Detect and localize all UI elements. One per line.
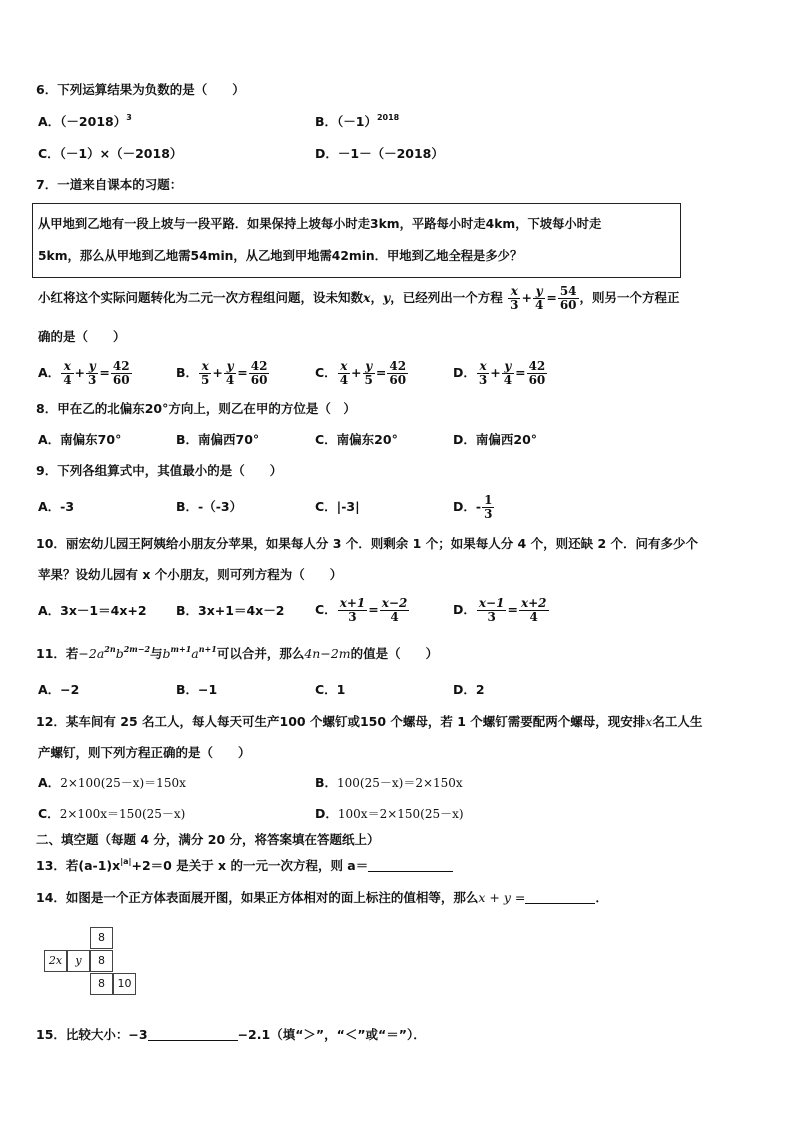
q9-stem: 9．下列各组算式中，其值最小的是（ ）: [36, 463, 283, 478]
q11-option-d: D．2: [453, 682, 485, 697]
q15-stem: 15．比较大小：−3 −2.1（填“＞”，“＜”或“＝”）．: [36, 1027, 426, 1042]
q13-stem: 13．若$(a-1)x^{|a|}+2=0$ 是关于 x 的一元一次方程，则 a＝: [36, 858, 453, 874]
q7-box-line2: 5km，那么从甲地到乙地需54min，从乙地到甲地需42min．甲地到乙地全程是多少？: [38, 249, 523, 263]
q12-stem-line2: 产螺钉，则下列方程正确的是（ ）: [38, 745, 251, 760]
q14-answer-blank[interactable]: [525, 891, 595, 904]
q6-option-b: B．$(-1)^{2018}$: [315, 113, 400, 129]
q11-option-c: C．1: [315, 682, 346, 697]
q7-option-d: D． $\frac{x}{3}$ + $\frac{y}{4}$ = $\frac{42}{60}$: [453, 359, 546, 387]
q7-text-line1: 小红将这个实际问题转化为二元一次方程组问题，设未知数x，y，已经列出一个方程 $\frac{x}{3}$ + $\frac{y}{4}$ = $\frac{54}{60}$ ，则另一个方程正: [38, 284, 680, 312]
q6-option-c: C．（－1）×（－2018）: [38, 146, 183, 161]
q13-answer-blank[interactable]: [368, 859, 453, 872]
cube-face: 8: [90, 927, 113, 949]
q10-option-c: C． $\frac{x+1}{3}$ = $\frac{x-2}{4}$: [315, 596, 408, 624]
q12-option-b: B．100(25－x)＝2×150x: [315, 775, 463, 790]
q7-option-c: C． $\frac{x}{4}$ + $\frac{y}{5}$ = $\frac{42}{60}$: [315, 359, 407, 387]
q12-stem-line1: 12．某车间有 25 名工人，每人每天可生产100 个螺钉或150 个螺母，若 1 个螺钉需要配两个螺母，现安排x名工人生: [36, 714, 703, 729]
q7-problem-box: [32, 203, 681, 278]
q12-option-a: A．2×100(25－x)＝150x: [38, 775, 186, 790]
q10-stem-line2: 苹果？设幼儿园有 x 个小朋友，则可列方程为（ ）: [38, 567, 343, 582]
q11-stem: 11．若$-2a^{2n}b^{2m-2}$与$b^{m+1}a^{n+1}$可以合并，那么4n−2m的值是（ ）: [36, 644, 439, 661]
q12-option-d: D．100x＝2×150(25－x): [315, 806, 464, 821]
q8-option-a: A．南偏东70°: [38, 432, 122, 447]
cube-face: 2x: [44, 950, 67, 972]
q7-text-line2: 确的是（ ）: [38, 329, 126, 344]
cube-face: 8: [90, 950, 113, 972]
q15-answer-blank[interactable]: [148, 1028, 238, 1041]
q8-option-b: B．南偏西70°: [176, 432, 260, 447]
q9-option-a: A．-3: [38, 499, 75, 514]
q9-option-b: B．-（-3）: [176, 499, 243, 514]
given-eq-frac-2: $\frac{y}{4}$: [534, 284, 544, 312]
given-eq-frac-1: $\frac{x}{3}$: [510, 284, 519, 312]
q9-option-c: C．|-3|: [315, 499, 360, 514]
section-2-heading: 二、填空题（每题 4 分，满分 20 分，将答案填在答题纸上）: [36, 832, 380, 847]
q8-option-c: C．南偏东20°: [315, 432, 398, 447]
q10-option-b: B．3x+1＝4x－2: [176, 603, 285, 618]
cube-face: 10: [113, 973, 136, 995]
q14-stem: 14．如图是一个正方体表面展开图，如果正方体相对的面上标注的值相等，那么x + y = ．: [36, 890, 608, 905]
q8-option-d: D．南偏西20°: [453, 432, 538, 447]
q7-box-line1: 从甲地到乙地有一段上坡与一段平路．如果保持上坡每小时走3km，平路每小时走4km，下坡每小时走: [38, 217, 602, 231]
q10-stem-line1: 10．丽宏幼儿园王阿姨给小朋友分苹果，如果每人分 3 个．则剩余 1 个；如果每人分 4 个，则还缺 2 个．问有多少个: [36, 536, 699, 551]
q7-option-a: A． $\frac{x}{4}$ + $\frac{y}{3}$ = $\frac{42}{60}$: [38, 359, 130, 387]
q11-option-b: B．−1: [176, 682, 218, 697]
q7-option-b: B． $\frac{x}{5}$ + $\frac{y}{4}$ = $\frac{42}{60}$: [176, 359, 268, 387]
cube-face: 8: [90, 973, 113, 995]
q10-option-a: A．3x－1＝4x+2: [38, 603, 147, 618]
q8-stem: 8．甲在乙的北偏东20°方向上，则乙在甲的方位是（ ）: [36, 401, 356, 416]
q11-option-a: A．−2: [38, 682, 80, 697]
q6-option-d: D．－1－（－2018）: [315, 146, 444, 161]
q10-option-d: D． $\frac{x-1}{3}$ = $\frac{x+2}{4}$: [453, 596, 547, 624]
q6-option-a: A．$(-2018)^3$: [38, 113, 132, 129]
q12-option-c: C．2×100x＝150(25－x): [38, 806, 186, 821]
given-eq-frac-3: $\frac{54}{60}$: [559, 284, 577, 312]
q9-option-d: D．- $\frac{1}{3}$: [453, 493, 493, 521]
q7-stem: 7．一道来自课本的习题：: [36, 177, 183, 192]
q6-stem: 6．下列运算结果为负数的是（ ）: [36, 82, 245, 97]
cube-face: y: [67, 950, 90, 972]
